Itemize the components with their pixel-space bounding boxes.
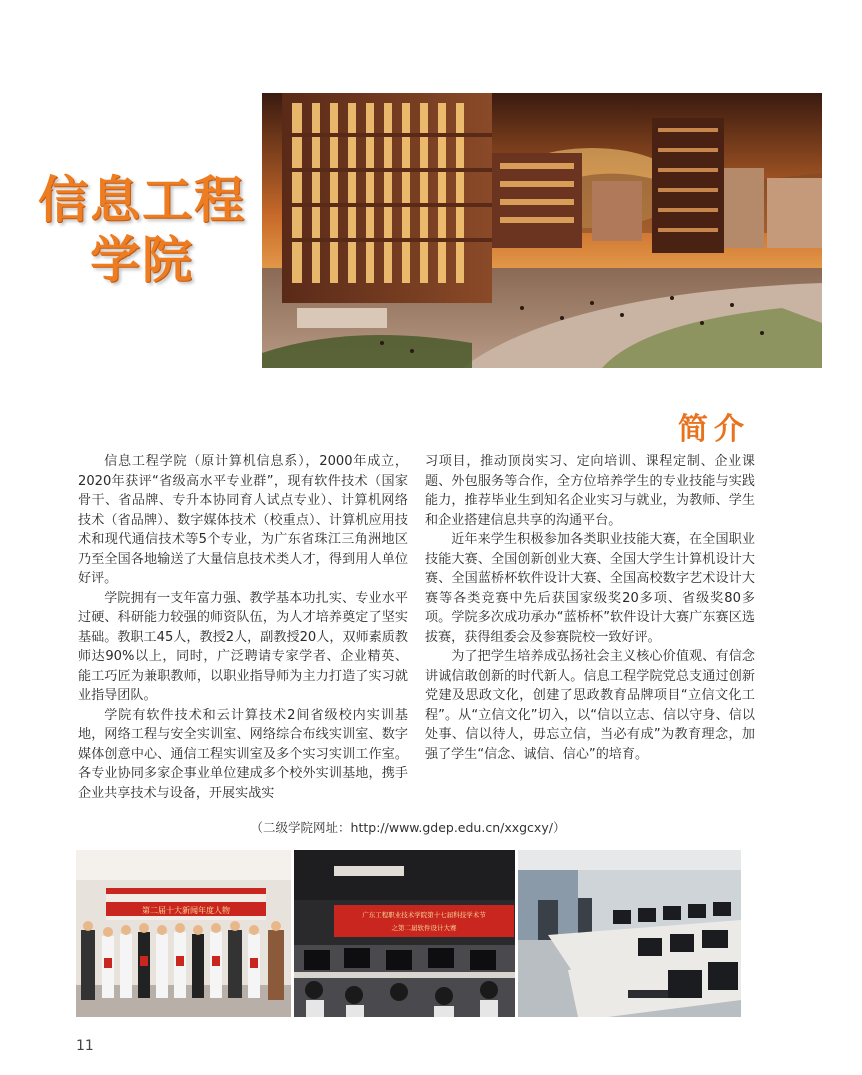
paragraph: 为了把学生培养成弘扬社会主义核心价值观、有信念讲诚信敢创新的时代新人。信息工程学院党总支通过创新党建及思政文化，创建了思政教育品牌项目“立信文化工程”。从“立信文化”切入，以“信以立志、信以守身、信以处事、信以待人，毋忘立信，当必有成”为教育理念，加强了学生“信念、诚信、信心”的培育。	[425, 649, 755, 762]
festival-banner-text: 广东工程职业技术学院第十七届科技学术节	[362, 911, 486, 919]
campus-hero-photo	[262, 93, 822, 368]
award-ceremony-photo	[76, 850, 291, 1017]
section-heading-intro: 简介	[678, 412, 750, 447]
paragraph: 信息工程学院（原计算机信息系），2000年成立，2020年获评“省级高水平专业群”，现有软件技术（国家骨干、省品牌、专升本协同育人试点专业）、计算机网络技术（省品牌）、数字媒体技术（校重点）、计算机应用技术和现代通信技术等5个专业，为广东省珠江三角洲地区乃至全国各地输送了大量信息技术类人才，得到用人单位好评。	[78, 454, 408, 586]
award-banner-text: 第二届十大新闻年度人物	[142, 906, 230, 915]
paragraph-continuation: 习项目，推动顶岗实习、定向培训、课程定制、企业课题、外包服务等合作，全方位培养学生的专业技能与实践能力，推荐毕业生到知名企业实习与就业，为教师、学生和企业搭建信息共享的沟通平台。	[425, 454, 755, 528]
computer-lab-photo	[518, 850, 741, 1017]
page-title: 信息工程学院	[38, 171, 246, 289]
article-left-column	[78, 452, 408, 803]
paragraph: 学院拥有一支年富力强、教学基本功扎实、专业水平过硬、科研能力较强的师资队伍，为人才培养奠定了坚实基础。教职工45人，教授2人，副教授20人，双师素质教师达90%以上，同时，广泛聘请专家学者、企业精英、能工巧匠为兼职教师，以职业指导师为主力打造了实习就业指导团队。	[78, 590, 408, 703]
festival-subbanner-text: 之第二届软件设计大赛	[391, 924, 457, 932]
college-website: （二级学院网址：http://www.gdep.edu.cn/xxgcxy/）	[250, 820, 566, 835]
paragraph: 学院有软件技术和云计算技术2间省级校内实训基地，网络工程与安全实训室、网络综合布线实训室、数字媒体创意中心、通信工程实训室及多个实习实训工作室。各专业协同多家企事业单位建成多个校外实训基地，携手企业共享技术与设备，开展实战实	[78, 707, 408, 801]
paragraph: 近年来学生积极参加各类职业技能大赛，在全国职业技能大赛、全国创新创业大赛、全国大学生计算机设计大赛、全国蓝桥杯软件设计大赛、全国高校数字艺术设计大赛等各类竞赛中先后获国家级奖20多项、省级奖80多项。学院多次成功承办“蓝桥杯”软件设计大赛广东赛区选拔赛，获得组委会及参赛院校一致好评。	[425, 532, 755, 645]
article-right-column	[425, 452, 755, 764]
page-number: 11	[76, 1038, 94, 1054]
tech-festival-photo	[294, 850, 515, 1017]
